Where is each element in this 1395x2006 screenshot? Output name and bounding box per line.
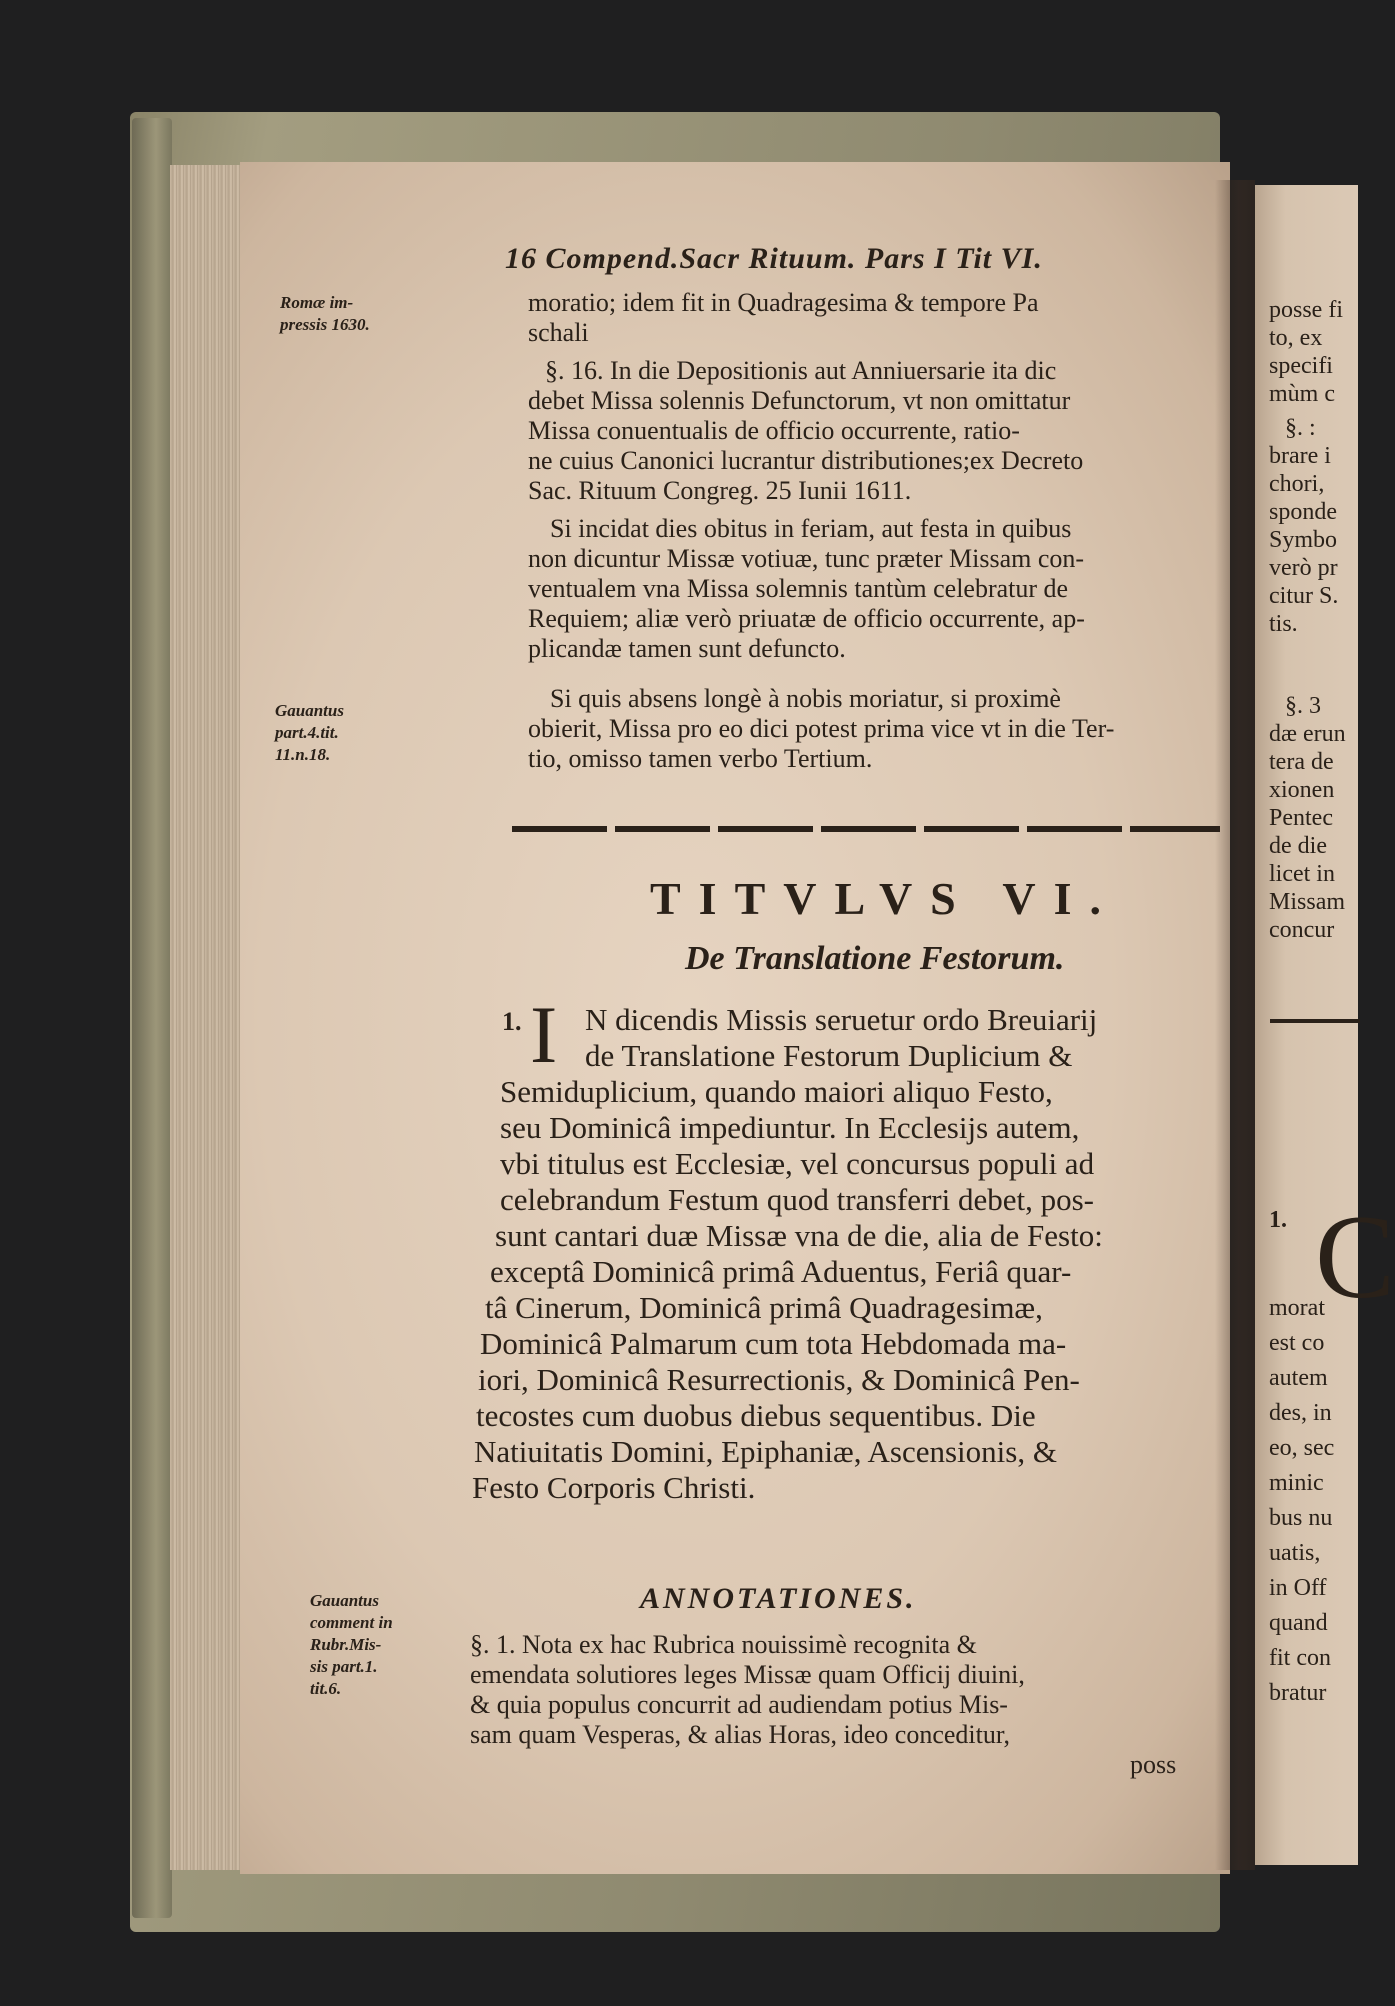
text-line: tio, omisso tamen verbo Tertium. — [528, 744, 873, 773]
right-page-drop-cap: C — [1315, 1190, 1395, 1323]
right-page-line: to, ex — [1269, 325, 1323, 351]
main-text-line: tecostes cum duobus diebus sequentibus. Die — [476, 1398, 1036, 1433]
right-page-line: §. : — [1285, 415, 1316, 441]
side-note-2 — [275, 700, 415, 766]
side-note-line: tit.6. — [310, 1679, 342, 1698]
text-line: schali — [528, 318, 589, 347]
side-note-line: comment in — [310, 1613, 393, 1632]
text-line: moratio; idem fit in Quadragesima & tempore Pa — [528, 288, 1039, 317]
right-page-line: autem — [1269, 1365, 1328, 1391]
side-note-line: Rubr.Mis- — [310, 1635, 382, 1654]
left-page — [240, 162, 1230, 1874]
main-text-line: celebrandum Festum quod transferri debet, pos- — [500, 1182, 1094, 1217]
annotations-heading: ANNOTATIONES. — [640, 1582, 917, 1615]
right-page-line: tis. — [1269, 611, 1298, 637]
main-text-line: N dicendis Missis seruetur ordo Breuiarij — [585, 1002, 1098, 1037]
right-page-line: eo, sec — [1269, 1435, 1335, 1461]
right-page-divider — [1270, 1019, 1360, 1023]
right-page-line: de die — [1269, 833, 1327, 859]
text-line: Missa conuentualis de officio occurrente, ratio- — [528, 416, 1020, 445]
text-line: obierit, Missa pro eo dici potest prima vice vt in die Ter- — [528, 714, 1115, 743]
right-page-line: bratur — [1269, 1680, 1327, 1706]
annotation-line: & quia populus concurrit ad audiendam potius Mis- — [470, 1690, 1008, 1719]
side-note-line: Gauantus — [275, 701, 344, 720]
page-edges — [170, 165, 248, 1870]
right-page-line: tera de — [1269, 749, 1334, 775]
side-note-line: Gauantus — [310, 1591, 379, 1610]
text-line: Si quis absens longè à nobis moriatur, si proximè — [550, 684, 1061, 713]
side-note-1 — [280, 292, 420, 336]
right-page-line: dæ erun — [1269, 721, 1346, 747]
side-note-line: sis part.1. — [310, 1657, 378, 1676]
main-text-line: vbi titulus est Ecclesiæ, vel concursus populi ad — [500, 1146, 1095, 1181]
section-divider — [512, 826, 1220, 832]
right-page-line: Pentec — [1269, 805, 1333, 831]
text-line: Requiem; aliæ verò priuatæ de officio occurrente, ap- — [528, 604, 1085, 633]
drop-cap: I — [530, 989, 558, 1080]
main-text-line: Natiuitatis Domini, Epiphaniæ, Ascensionis, & — [474, 1434, 1057, 1469]
main-text-line: Festo Corporis Christi. — [472, 1470, 756, 1505]
right-page-line: des, in — [1269, 1400, 1332, 1426]
side-note-line: 11.n.18. — [275, 745, 331, 764]
right-page-line: concur — [1269, 917, 1335, 943]
right-page-line: fit con — [1269, 1645, 1331, 1671]
running-header: 16 Compend.Sacr Rituum. Pars I Tit VI. — [505, 242, 1043, 275]
right-page-line: chori, — [1269, 471, 1325, 497]
side-note-3 — [310, 1590, 450, 1700]
right-page-line: minic — [1269, 1470, 1324, 1496]
right-page-line: licet in — [1269, 861, 1335, 887]
right-page-line: uatis, — [1269, 1540, 1321, 1566]
text-line: §. 16. In die Depositionis aut Anniuersarie ita dic — [545, 356, 1057, 385]
main-text-line: sunt cantari duæ Missæ vna de die, alia de Festo: — [495, 1218, 1103, 1253]
right-page-line: posse fi — [1269, 297, 1343, 323]
text-line: Sac. Rituum Congreg. 25 Iunii 1611. — [528, 476, 912, 505]
side-note-line: part.4.tit. — [275, 723, 339, 742]
page-gutter — [1215, 180, 1255, 1870]
text-line: ne cuius Canonici lucrantur distributiones;ex Decreto — [528, 446, 1084, 475]
annotation-line: sam quam Vesperas, & alias Horas, ideo conceditur, — [470, 1720, 1010, 1749]
right-page-number: 1. — [1269, 1207, 1287, 1233]
right-page-line: Symbo — [1269, 527, 1338, 553]
main-text-line: seu Dominicâ impediuntur. In Ecclesijs autem, — [500, 1110, 1080, 1145]
main-text-line: de Translatione Festorum Duplicium & — [585, 1038, 1073, 1073]
right-page — [1255, 185, 1395, 1865]
right-page-line: citur S. — [1269, 583, 1339, 609]
main-text-line: iori, Dominicâ Resurrectionis, & Dominicâ Pen- — [478, 1362, 1080, 1397]
paragraph-number: 1. — [502, 1007, 522, 1036]
annotation-line: emendata solutiores leges Missæ quam Officij diuini, — [470, 1660, 1025, 1689]
right-page-line: bus nu — [1269, 1505, 1333, 1531]
side-note-line: Romæ im- — [280, 293, 354, 312]
text-line: plicandæ tamen sunt defuncto. — [528, 634, 846, 663]
right-page-line: brare i — [1269, 443, 1331, 469]
text-line: ventualem vna Missa solemnis tantùm celebratur de — [528, 574, 1069, 603]
right-page-line: xionen — [1269, 777, 1335, 803]
right-page-line: §. 3 — [1285, 693, 1321, 719]
right-page-line: quand — [1269, 1610, 1328, 1636]
text-line: Si incidat dies obitus in feriam, aut festa in quibus — [550, 514, 1072, 543]
right-page-line: est co — [1269, 1330, 1325, 1356]
main-text-line: tâ Cinerum, Dominicâ primâ Quadragesimæ, — [485, 1290, 1043, 1325]
text-line: debet Missa solennis Defunctorum, vt non omittatur — [528, 386, 1071, 415]
right-page-line: in Off — [1269, 1575, 1327, 1601]
section-title: TITVLVS VI. — [650, 873, 1120, 924]
book-spine — [132, 118, 172, 1918]
text-line: non dicuntur Missæ votiuæ, tunc præter Missam con- — [528, 544, 1085, 573]
right-page-line: morat — [1269, 1295, 1325, 1321]
right-page-line: sponde — [1269, 499, 1337, 525]
main-text-line: exceptâ Dominicâ primâ Aduentus, Feriâ quar- — [490, 1254, 1072, 1289]
annotation-line: §. 1. Nota ex hac Rubrica nouissimè recognita & — [470, 1630, 977, 1659]
side-note-line: pressis 1630. — [280, 315, 370, 334]
right-page-line: specifi — [1269, 353, 1333, 379]
catchword: poss — [1130, 1750, 1177, 1779]
main-text-line: Dominicâ Palmarum cum tota Hebdomada ma- — [480, 1326, 1067, 1361]
section-subtitle: De Translatione Festorum. — [685, 940, 1065, 977]
right-page-line: Missam — [1269, 889, 1346, 915]
main-text-line: Semiduplicium, quando maiori aliquo Festo, — [500, 1074, 1053, 1109]
right-page-line: verò pr — [1269, 555, 1338, 581]
right-page-line: mùm c — [1269, 381, 1335, 407]
